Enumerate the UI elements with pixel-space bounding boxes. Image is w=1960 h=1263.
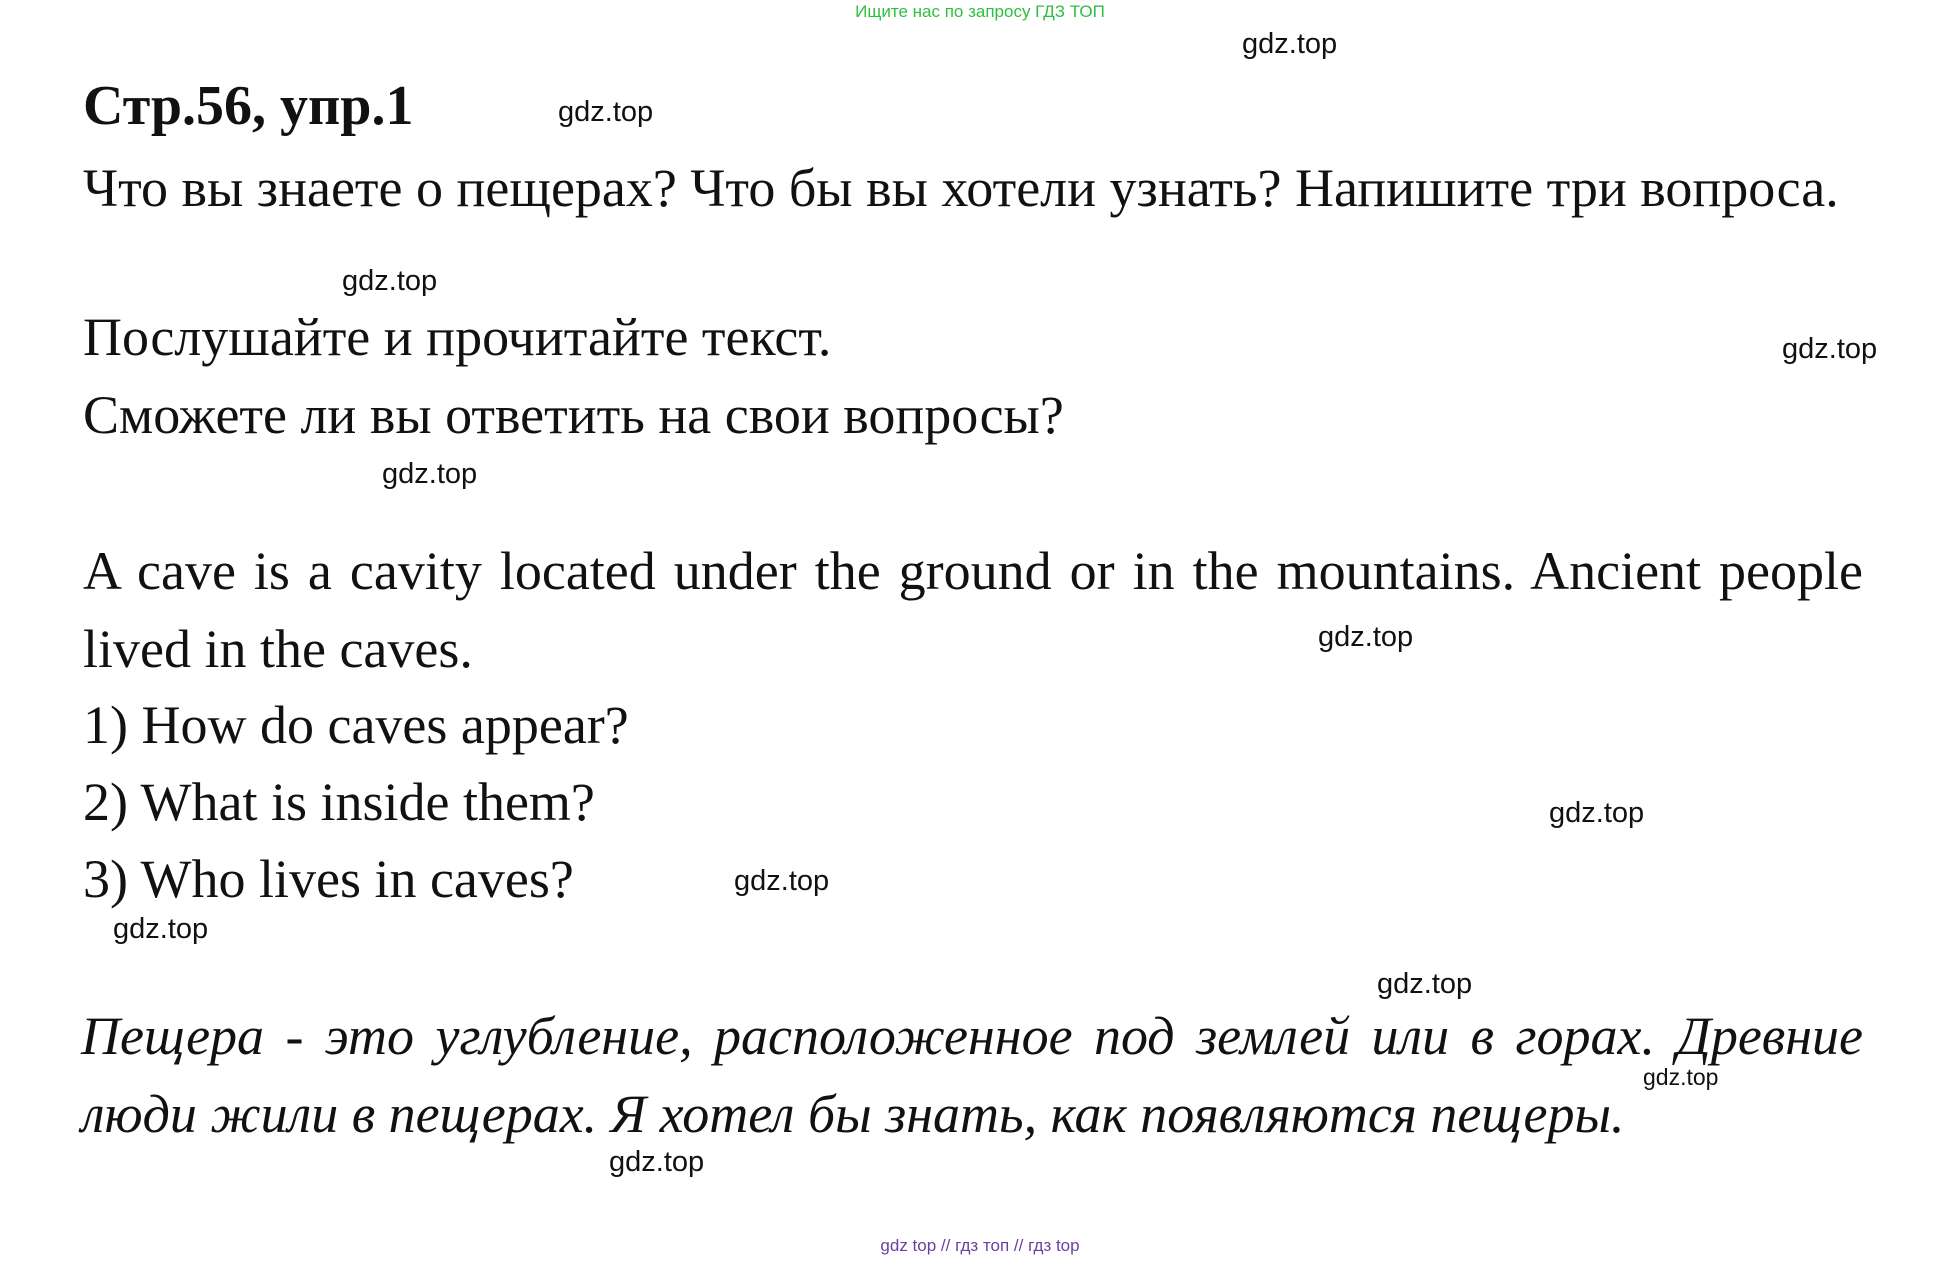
question-1: 1) How do caves appear?	[83, 695, 629, 755]
watermark: gdz.top	[1242, 28, 1338, 60]
instruction-text-2: Послушайте и прочитайте текст.	[83, 307, 832, 367]
instruction-text-1: Что вы знаете о пещерах? Что бы вы хотели узнать? Напишите три вопроса.	[83, 158, 1839, 218]
watermark: gdz.top	[609, 1146, 705, 1178]
watermark: gdz.top	[558, 96, 654, 128]
watermark: gdz.top	[1549, 797, 1645, 829]
instruction-text-3: Сможете ли вы ответить на свои вопросы?	[83, 385, 1064, 445]
watermark: gdz.top	[1782, 333, 1878, 365]
footer-links[interactable]: gdz top // гдз топ // гдз top	[880, 1236, 1080, 1255]
watermark: gdz.top	[1377, 968, 1473, 1000]
english-passage: A cave is a cavity located under the ground or in the mountains. Ancient people lived in the caves.	[83, 541, 1863, 679]
top-banner-link[interactable]: Ищите нас по запросу ГДЗ ТОП	[855, 2, 1105, 21]
watermark: gdz.top	[382, 458, 478, 490]
watermark: gdz.top	[1318, 621, 1414, 653]
question-3: 3) Who lives in caves?	[83, 849, 574, 909]
watermark: gdz.top	[342, 265, 438, 297]
watermark: gdz.top	[1643, 1064, 1719, 1090]
watermark: gdz.top	[113, 913, 209, 945]
watermark: gdz.top	[734, 865, 830, 897]
russian-translation: Пещера - это углубление, расположенное под землей или в горах. Древние люди жили в пещерах. Я хотел бы знать, как появляются пещеры.	[81, 1006, 1863, 1144]
page-title: Стр.56, упр.1	[83, 75, 414, 137]
question-2: 2) What is inside them?	[83, 772, 595, 832]
